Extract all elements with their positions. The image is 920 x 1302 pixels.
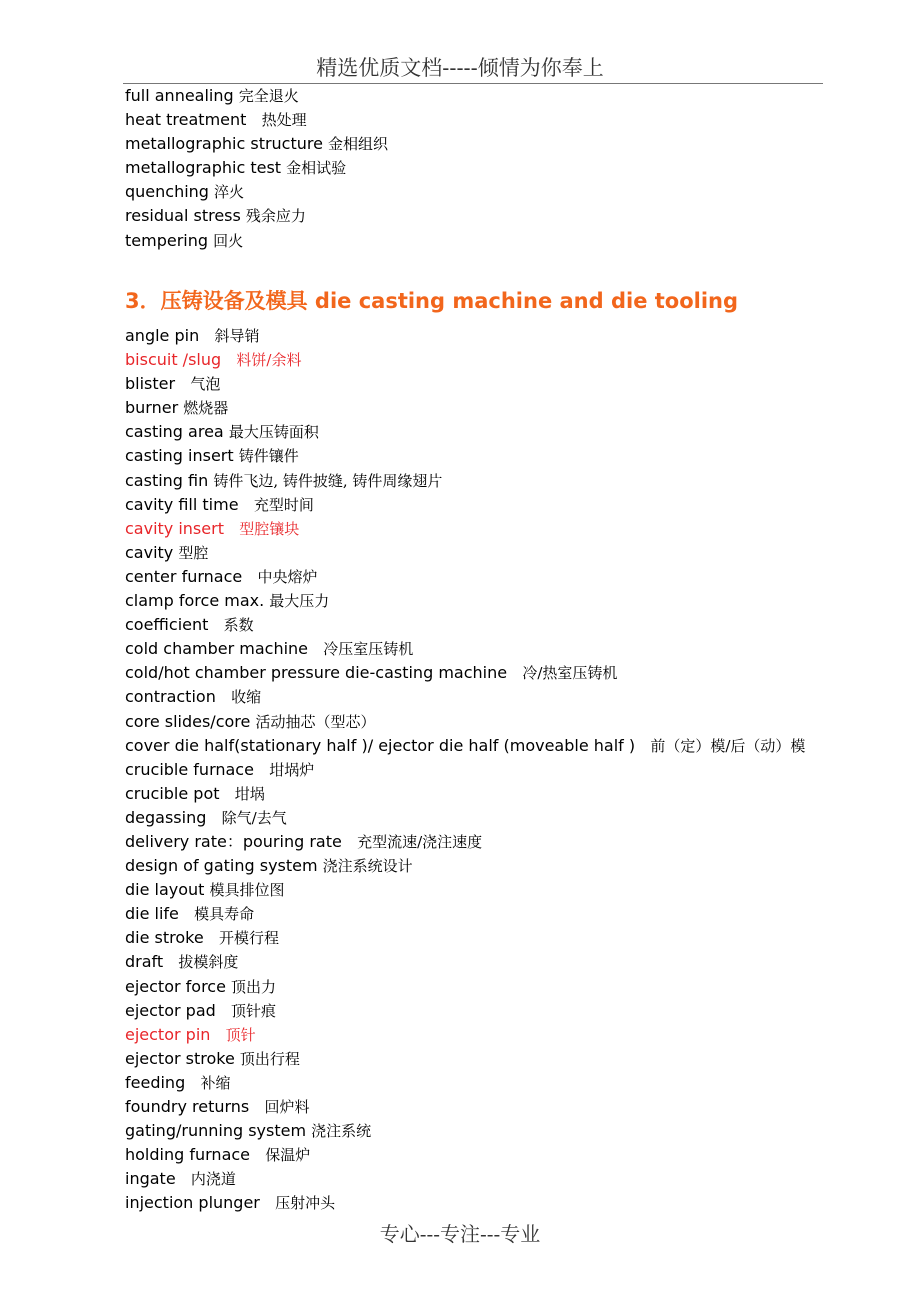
glossary-entry xyxy=(125,420,885,444)
glossary-entry xyxy=(125,589,885,613)
term-english: holding furnace xyxy=(125,1145,266,1165)
term-chinese: 模具排位图 xyxy=(209,881,285,900)
term-english: injection plunger xyxy=(125,1193,276,1213)
glossary-entry xyxy=(125,565,885,589)
term-chinese: 回火 xyxy=(213,231,244,250)
term-chinese: 中央熔炉 xyxy=(257,567,318,586)
section-heading: 3．压铸设备及模具 die casting machine and die tooling xyxy=(125,289,739,313)
term-chinese: 金相组织 xyxy=(328,135,389,154)
glossary-list-die-casting xyxy=(125,324,885,1215)
term-english: design of gating system xyxy=(125,856,323,876)
page-footer: 专心---专注---专业 xyxy=(379,1222,541,1246)
glossary-entry xyxy=(125,926,885,950)
glossary-entry xyxy=(125,830,885,854)
term-english: coefficient xyxy=(125,615,224,635)
glossary-entry xyxy=(125,1167,885,1191)
term-chinese: 最大压力 xyxy=(269,592,330,611)
glossary-entry xyxy=(125,541,885,565)
glossary-entry xyxy=(125,806,885,830)
term-english: die layout xyxy=(125,880,210,900)
term-chinese: 燃烧器 xyxy=(183,399,229,418)
term-chinese: 模具寿命 xyxy=(194,905,255,924)
glossary-entry xyxy=(125,782,885,806)
glossary-entry xyxy=(125,950,885,974)
term-english: quenching xyxy=(125,182,215,202)
term-chinese: 金相试验 xyxy=(286,159,347,178)
term-english: ejector pin xyxy=(125,1024,226,1044)
glossary-entry xyxy=(125,396,885,420)
glossary-entry xyxy=(125,229,885,253)
term-english: cavity xyxy=(125,542,179,562)
term-english: die life xyxy=(125,904,195,924)
term-chinese: 淬火 xyxy=(214,183,245,202)
term-chinese: 型腔 xyxy=(178,543,209,562)
term-chinese: 浇注系统 xyxy=(311,1122,372,1141)
term-english: blister xyxy=(125,374,191,394)
term-english: cold chamber machine xyxy=(125,639,324,659)
term-english: ingate xyxy=(125,1169,191,1189)
term-english: casting insert xyxy=(125,446,239,466)
term-english: core slides/core xyxy=(125,711,256,731)
term-english: angle pin xyxy=(125,326,215,345)
glossary-entry xyxy=(125,444,885,468)
term-english: heat treatment xyxy=(125,110,262,130)
term-english: foundry returns xyxy=(125,1097,265,1116)
term-chinese: 气泡 xyxy=(190,375,221,394)
term-chinese: 前（定）模/后（动）模 xyxy=(650,736,806,755)
term-english: ejector force xyxy=(125,976,232,996)
term-english: casting fin xyxy=(125,470,214,490)
glossary-entry xyxy=(125,517,885,541)
glossary-entry xyxy=(125,324,885,348)
term-english: tempering xyxy=(125,230,214,250)
glossary-list-heat-treatment xyxy=(125,84,885,253)
term-english: crucible furnace xyxy=(125,759,270,779)
glossary-entry xyxy=(125,156,885,180)
term-english: gating/running system xyxy=(125,1121,312,1141)
term-chinese: 系数 xyxy=(223,616,254,635)
term-english: crucible pot xyxy=(125,783,235,803)
glossary-entry xyxy=(125,372,885,396)
term-chinese: 除气/去气 xyxy=(221,808,287,827)
term-chinese: 冷压室压铸机 xyxy=(323,640,414,659)
term-chinese: 充型时间 xyxy=(253,495,314,514)
glossary-entry xyxy=(125,1023,885,1047)
term-chinese: 保温炉 xyxy=(265,1146,311,1165)
term-english: ejector stroke xyxy=(125,1048,240,1068)
term-chinese: 内浇道 xyxy=(190,1170,236,1189)
term-chinese: 收缩 xyxy=(231,688,262,707)
glossary-entry xyxy=(125,469,885,493)
term-chinese: 压射冲头 xyxy=(275,1194,336,1213)
term-english: cover die half(stationary half )/ ejector die half (moveable half ) xyxy=(125,735,651,755)
term-chinese: 顶针痕 xyxy=(231,1001,277,1020)
glossary-entry xyxy=(125,613,885,637)
term-english: cavity insert xyxy=(125,518,240,538)
glossary-entry xyxy=(125,975,885,999)
term-chinese: 顶针 xyxy=(225,1025,256,1044)
term-english: draft xyxy=(125,952,179,972)
glossary-entry xyxy=(125,1143,885,1167)
term-chinese: 回炉料 xyxy=(264,1098,310,1116)
glossary-entry xyxy=(125,84,885,108)
term-english: ejector pad xyxy=(125,1000,232,1020)
glossary-entry xyxy=(125,1047,885,1071)
glossary-entry xyxy=(125,902,885,926)
term-english: cavity fill time xyxy=(125,494,254,514)
term-chinese: 热处理 xyxy=(261,111,307,130)
glossary-entry xyxy=(125,710,885,734)
term-chinese: 料饼/余料 xyxy=(236,351,302,370)
glossary-entry xyxy=(125,348,885,372)
glossary-entry xyxy=(125,1095,885,1119)
term-english: burner xyxy=(125,398,184,418)
term-english: metallographic structure xyxy=(125,134,329,154)
term-english: residual stress xyxy=(125,206,246,226)
glossary-entry xyxy=(125,1071,885,1095)
term-english: feeding xyxy=(125,1072,201,1092)
term-english: center furnace xyxy=(125,566,258,586)
term-chinese: 残余应力 xyxy=(245,207,306,226)
term-chinese: 坩埚 xyxy=(234,784,265,803)
term-english: delivery rate：pouring rate xyxy=(125,831,358,851)
term-english: clamp force max. xyxy=(125,591,270,611)
glossary-entry xyxy=(125,661,885,685)
glossary-entry xyxy=(125,758,885,782)
term-chinese: 斜导销 xyxy=(214,327,260,345)
term-chinese: 完全退火 xyxy=(238,87,299,105)
term-chinese: 冷/热室压铸机 xyxy=(522,664,618,683)
term-english: full annealing xyxy=(125,86,239,105)
term-english: casting area xyxy=(125,422,229,442)
term-english: degassing xyxy=(125,807,222,827)
glossary-entry xyxy=(125,854,885,878)
glossary-entry xyxy=(125,1191,885,1215)
term-english: cold/hot chamber pressure die-casting machine xyxy=(125,663,523,683)
page-header: 精选优质文档-----倾情为你奉上 xyxy=(316,56,604,80)
glossary-entry xyxy=(125,132,885,156)
term-chinese: 顶出行程 xyxy=(239,1049,300,1068)
glossary-entry xyxy=(125,493,885,517)
glossary-entry xyxy=(125,999,885,1023)
glossary-entry xyxy=(125,108,885,132)
glossary-entry xyxy=(125,637,885,661)
term-chinese: 型腔镶块 xyxy=(239,519,300,538)
term-chinese: 最大压铸面积 xyxy=(228,423,319,442)
glossary-entry xyxy=(125,204,885,228)
glossary-entry xyxy=(125,878,885,902)
glossary-entry xyxy=(125,685,885,709)
term-chinese: 铸件镶件 xyxy=(238,447,299,466)
term-chinese: 顶出力 xyxy=(231,977,277,996)
term-chinese: 充型流速/浇注速度 xyxy=(357,832,483,851)
term-english: die stroke xyxy=(125,928,219,948)
glossary-entry xyxy=(125,180,885,204)
term-chinese: 补缩 xyxy=(200,1073,231,1092)
term-chinese: 浇注系统设计 xyxy=(322,857,413,876)
term-english: biscuit /slug xyxy=(125,350,237,370)
term-english: metallographic test xyxy=(125,158,287,178)
term-english: contraction xyxy=(125,687,232,707)
glossary-entry xyxy=(125,734,885,758)
term-chinese: 铸件飞边, 铸件披缝, 铸件周缘翅片 xyxy=(213,471,443,490)
term-chinese: 拔模斜度 xyxy=(178,953,239,972)
term-chinese: 开模行程 xyxy=(218,929,279,948)
term-chinese: 坩埚炉 xyxy=(269,760,315,779)
term-chinese: 活动抽芯（型芯） xyxy=(255,712,376,731)
glossary-entry xyxy=(125,1119,885,1143)
